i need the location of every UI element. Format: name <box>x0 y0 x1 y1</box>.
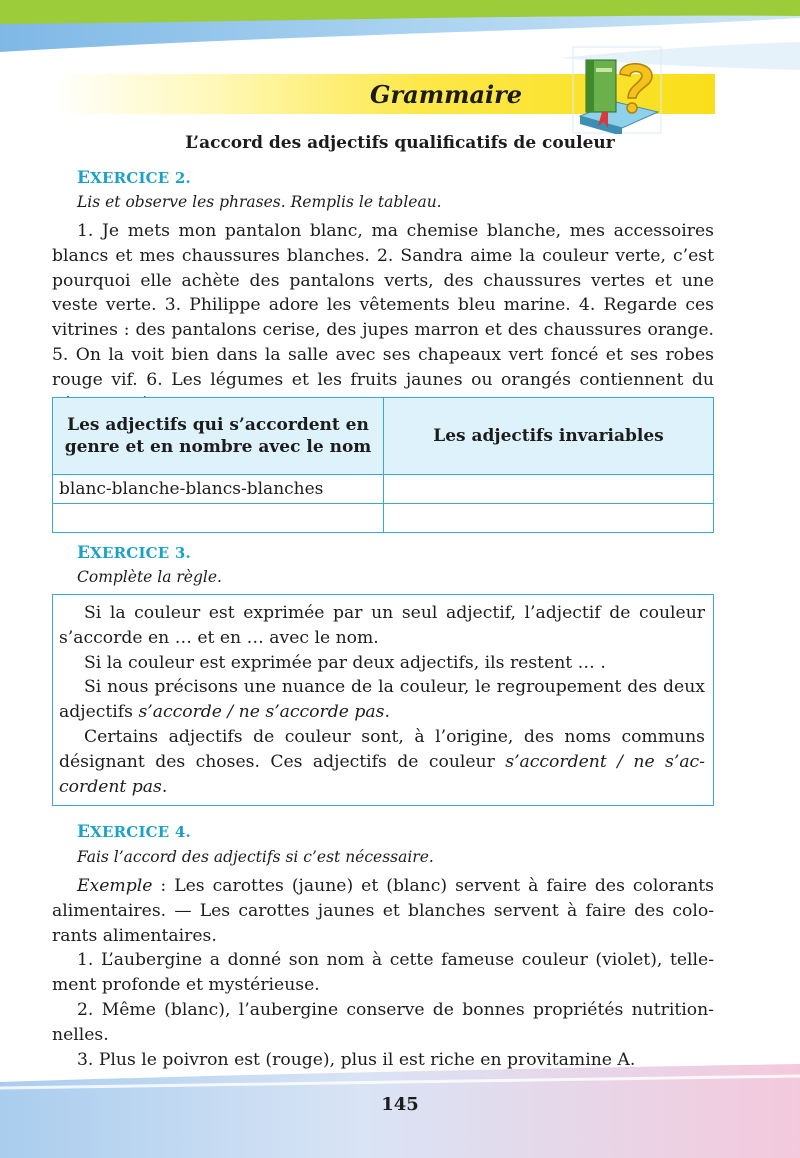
rule-box <box>52 594 714 806</box>
exercise-2-text: 1. Je mets mon pantalon blanc, ma chemise blanche, mes accessoires blancs et mes chaussures blanches. 2. Sandra aime la couleur verte, c’est pourquoi elle achète des pantalons verts, des chaussures vertes et une veste verte. 3. Philippe adore les vêtements bleu marine. 4. Regarde ces vitrines : des pantalons cerise, des jupes marron et des chaussures orange. 5. On la voit bien dans la salle avec ses chapeaux vert foncé et ses robes rouge vif. 6. Les légumes et les fruits jaunes ou orangés contiennent du <box>52 221 714 390</box>
table-row <box>53 475 714 504</box>
table-cell[interactable] <box>53 504 384 533</box>
exercise-4-heading: EXERCICE 4. <box>77 822 191 842</box>
rule-1: Si la couleur est exprimée par un seul adjectif, l’adjectif de couleur s’accorde en … et en … avec le nom. <box>59 603 705 648</box>
table-cell[interactable] <box>384 475 714 504</box>
table-header-invariable: Les adjectifs invariables <box>384 398 714 475</box>
table-cell[interactable] <box>384 504 714 533</box>
exercise-4-item: 1. L’aubergine a donné son nom à cette fameuse couleur (violet), telle-ment profonde et mystérieuse. <box>52 950 714 996</box>
book-question-icon <box>572 46 662 134</box>
exercise-4-item: 3. Plus le poivron est (rouge), plus il est riche en provitamine A. <box>77 1049 636 1070</box>
exercise-3-heading: EXERCICE 3. <box>77 543 191 563</box>
example: Exemple : Les carottes (jaune) et (blanc) servent à faire des colorants alimentaires. — Les carottes jaunes et blanches servent à faire des colo-rants alimentaires. <box>52 876 714 946</box>
table-cell[interactable]: blanc-blanche-blancs-blanches <box>53 475 384 504</box>
exercise-2-heading: EXERCICE 2. <box>77 168 191 188</box>
adjectives-table <box>52 397 714 533</box>
lesson-title: L’accord des adjectifs qualificatifs de couleur <box>185 133 615 153</box>
rule-4: Certains adjectifs de couleur sont, à l’origine, des noms communs désignant des choses. Ces adjectifs de couleur s’accordent / ne s’ac-cordent pas. <box>59 726 705 797</box>
table-header-agreeing: Les adjectifs qui s’accordent en genre et en nombre avec le nom <box>53 398 384 475</box>
exercise-4-text <box>52 874 714 1072</box>
exercise-4-item: 2. Même (blanc), l’aubergine conserve de bonnes propriétés nutrition-nelles. <box>52 999 714 1045</box>
exercise-4-instruction: Fais l’accord des adjectifs si c’est nécessaire. <box>77 848 434 866</box>
exercise-3-instruction: Complète la règle. <box>77 568 222 586</box>
rule-3: Si nous précisons une nuance de la couleur, le regroupement des deux adjectifs s’accorde / ne s’accorde pas. <box>59 677 705 723</box>
exercise-2-instruction: Lis et observe les phrases. Remplis le tableau. <box>77 193 442 211</box>
section-title: Grammaire <box>370 80 523 109</box>
page-number: 145 <box>381 1094 419 1115</box>
table-row <box>53 504 714 533</box>
rule-2: Si la couleur est exprimée par deux adjectifs, ils restent … . <box>84 652 606 673</box>
rule-text <box>59 601 705 799</box>
